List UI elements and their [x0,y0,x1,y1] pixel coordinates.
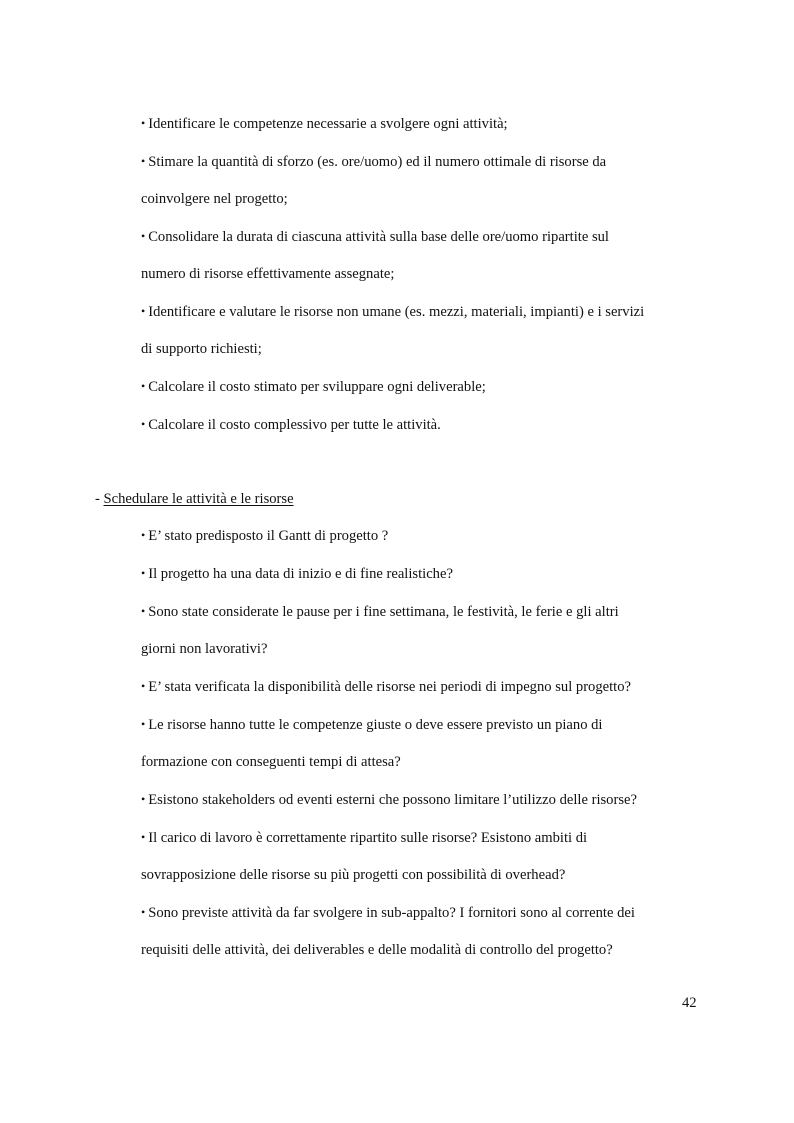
list-2-item-3-line-1: • Sono state considerate le pause per i fine settimana, le festività, le ferie e gli altri [141,604,619,620]
bullet-icon: • [141,905,146,919]
bullet-icon: • [141,528,146,542]
list-2-item-7-line-1: • Il carico di lavoro è correttamente ripartito sulle risorse? Esistono ambiti di [141,830,588,846]
list-2-item-6-line-1: • Esistono stakeholders od eventi esterni che possono limitare l’utilizzo delle risorse? [141,792,637,808]
list-2-item-2-line-1: • Il progetto ha una data di inizio e di fine realistiche? [141,566,453,582]
page-number: 42 [682,995,697,1011]
list-1-item-4-line-1: • Identificare e valutare le risorse non umane (es. mezzi, materiali, impianti) e i servizi [141,304,645,320]
list-2-item-8-line-1: • Sono previste attività da far svolgere in sub-appalto? I fornitori sono al corrente dei [141,905,635,921]
bullet-icon: • [141,417,146,431]
bullet-icon: • [141,717,146,731]
bullet-icon: • [141,792,146,806]
list-1-item-2-line-2: coinvolgere nel progetto; [141,191,288,207]
bullet-icon: • [141,830,146,844]
list-2-item-5-line-1: • Le risorse hanno tutte le competenze giuste o deve essere previsto un piano di [141,717,603,733]
list-1-item-4-line-2: di supporto richiesti; [141,341,262,357]
list-1-item-3-line-2: numero di risorse effettivamente assegnate; [141,266,395,282]
list-2-item-7-line-2: sovrapposizione delle risorse su più progetti con possibilità di overhead? [141,867,566,883]
list-1-item-1-line-1: • Identificare le competenze necessarie a svolgere ogni attività; [141,116,508,132]
list-2-item-4-line-1: • E’ stata verificata la disponibilità delle risorse nei periodi di impegno sul progetto? [141,679,632,695]
bullet-icon: • [141,604,146,618]
bullet-icon: • [141,379,146,393]
bullet-icon: • [141,566,146,580]
list-2-item-3-line-2: giorni non lavorativi? [141,641,268,657]
list-2-item-5-line-2: formazione con conseguenti tempi di attesa? [141,754,401,770]
bullet-icon: • [141,679,146,693]
list-1-item-3-line-1: • Consolidare la durata di ciascuna attività sulla base delle ore/uomo ripartite sul [141,229,609,245]
list-2-item-1-line-1: • E’ stato predisposto il Gantt di progetto ? [141,528,389,544]
list-1-item-5-line-1: • Calcolare il costo stimato per sviluppare ogni deliverable; [141,379,486,395]
section-heading: - Schedulare le attività e le risorse [95,491,294,507]
list-2-item-8-line-2: requisiti delle attività, dei deliverables e delle modalità di controllo del progetto? [141,942,613,958]
section-heading-title: Schedulare le attività e le risorse [103,491,294,507]
list-1-item-2-line-1: • Stimare la quantità di sforzo (es. ore/uomo) ed il numero ottimale di risorse da [141,154,607,170]
bullet-icon: • [141,116,146,130]
bullet-icon: • [141,304,146,318]
list-1-item-6-line-1: • Calcolare il costo complessivo per tutte le attività. [141,417,441,433]
bullet-icon: • [141,154,146,168]
bullet-icon: • [141,229,146,243]
